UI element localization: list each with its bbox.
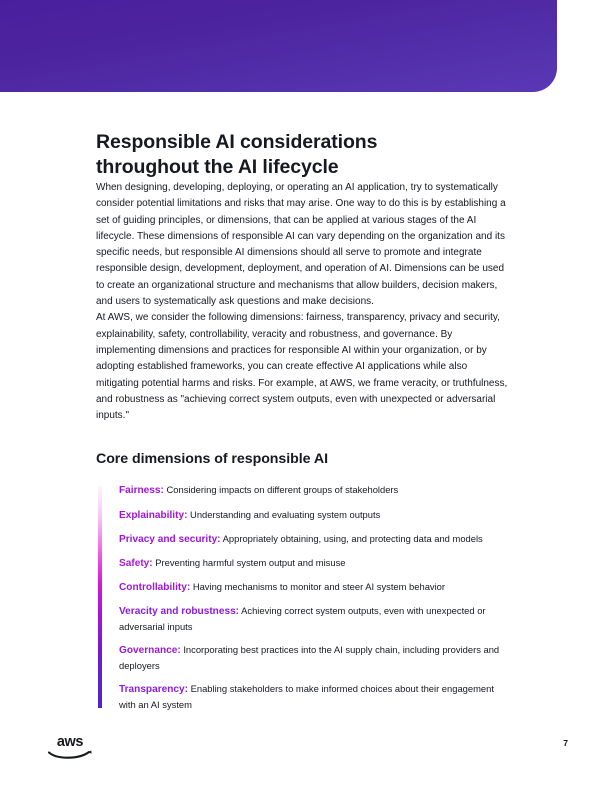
body-paragraph-1: When designing, developing, deploying, or operating an AI application, try to systematically consider potential limitations and risks that may arise. One way to do this is by establishing a set of guiding principles, or dimensions, that can be applied at various stages of the AI lifecycle. These dimensions of responsible AI can vary depending on the organization and its specific needs, but responsible AI dimensions should all serve to promote and integrate responsible design, development, deployment, and operation of AI. Dimensions can be used to create an organizational structure and mechanisms that allow builders, decision makers, and users to systematically ask questions and make decisions. bbox=[96, 182, 506, 308]
dimension-label: Explainability: bbox=[119, 509, 188, 521]
page-title-line-2: throughout the AI lifecycle bbox=[96, 156, 339, 178]
dimension-label: Controllability: bbox=[119, 582, 191, 594]
svg-text:aws: aws bbox=[56, 734, 84, 750]
dimension-label: Governance: bbox=[119, 645, 181, 657]
dimension-description: Achieving correct system outputs, even with unexpected or adversarial inputs bbox=[119, 605, 486, 632]
dimension-label: Veracity and robustness: bbox=[119, 606, 240, 618]
core-dimensions-list bbox=[96, 483, 508, 712]
dimension-label: Transparency: bbox=[119, 683, 189, 695]
dimension-label: Fairness: bbox=[119, 485, 164, 497]
page-content bbox=[96, 130, 508, 712]
list-item bbox=[119, 556, 509, 572]
dimension-description: Preventing harmful system output and misuse bbox=[155, 557, 346, 569]
list-item bbox=[119, 532, 509, 548]
gradient-accent-bar bbox=[98, 486, 102, 708]
page-title-line-1: Responsible AI considerations bbox=[96, 131, 378, 153]
dimension-description: Understanding and evaluating system outputs bbox=[190, 508, 381, 520]
page-number: 7 bbox=[563, 738, 568, 748]
header-banner bbox=[0, 0, 557, 92]
dimension-label: Privacy and security: bbox=[119, 533, 221, 545]
dimension-description: Having mechanisms to monitor and steer AI system behavior bbox=[192, 581, 446, 593]
dimension-description: Enabling stakeholders to make informed choices about their engagement with an AI system bbox=[119, 682, 494, 710]
body-paragraph-2: At AWS, we consider the following dimensions: fairness, transparency, privacy and security, explainability, safety, controllability, veracity and robustness, and governance. By implementing dimensions and practices for responsible AI within your organization, or by adopting established frameworks, you can create effective AI applications while also mitigating potential harms and risks. For example, at AWS, we frame veracity, or truthfulness, and robustness as "achieving correct system outputs, even with unexpected or adversarial inputs." bbox=[96, 312, 508, 422]
section-subtitle: Core dimensions of responsible AI bbox=[96, 451, 328, 468]
dimension-description: Appropriately obtaining, using, and protecting data and models bbox=[222, 532, 483, 544]
list-item bbox=[119, 643, 509, 673]
page-title bbox=[96, 130, 508, 180]
list-item bbox=[119, 580, 509, 596]
list-item bbox=[119, 483, 509, 499]
list-item bbox=[119, 508, 509, 524]
dimension-label: Safety: bbox=[119, 558, 153, 570]
list-item bbox=[119, 682, 509, 712]
list-item bbox=[119, 604, 509, 634]
aws-logo bbox=[45, 732, 95, 762]
dimension-description: Incorporating best practices into the AI supply chain, including providers and deployers bbox=[119, 644, 500, 671]
dimension-description: Considering impacts on different groups of stakeholders bbox=[166, 484, 399, 496]
